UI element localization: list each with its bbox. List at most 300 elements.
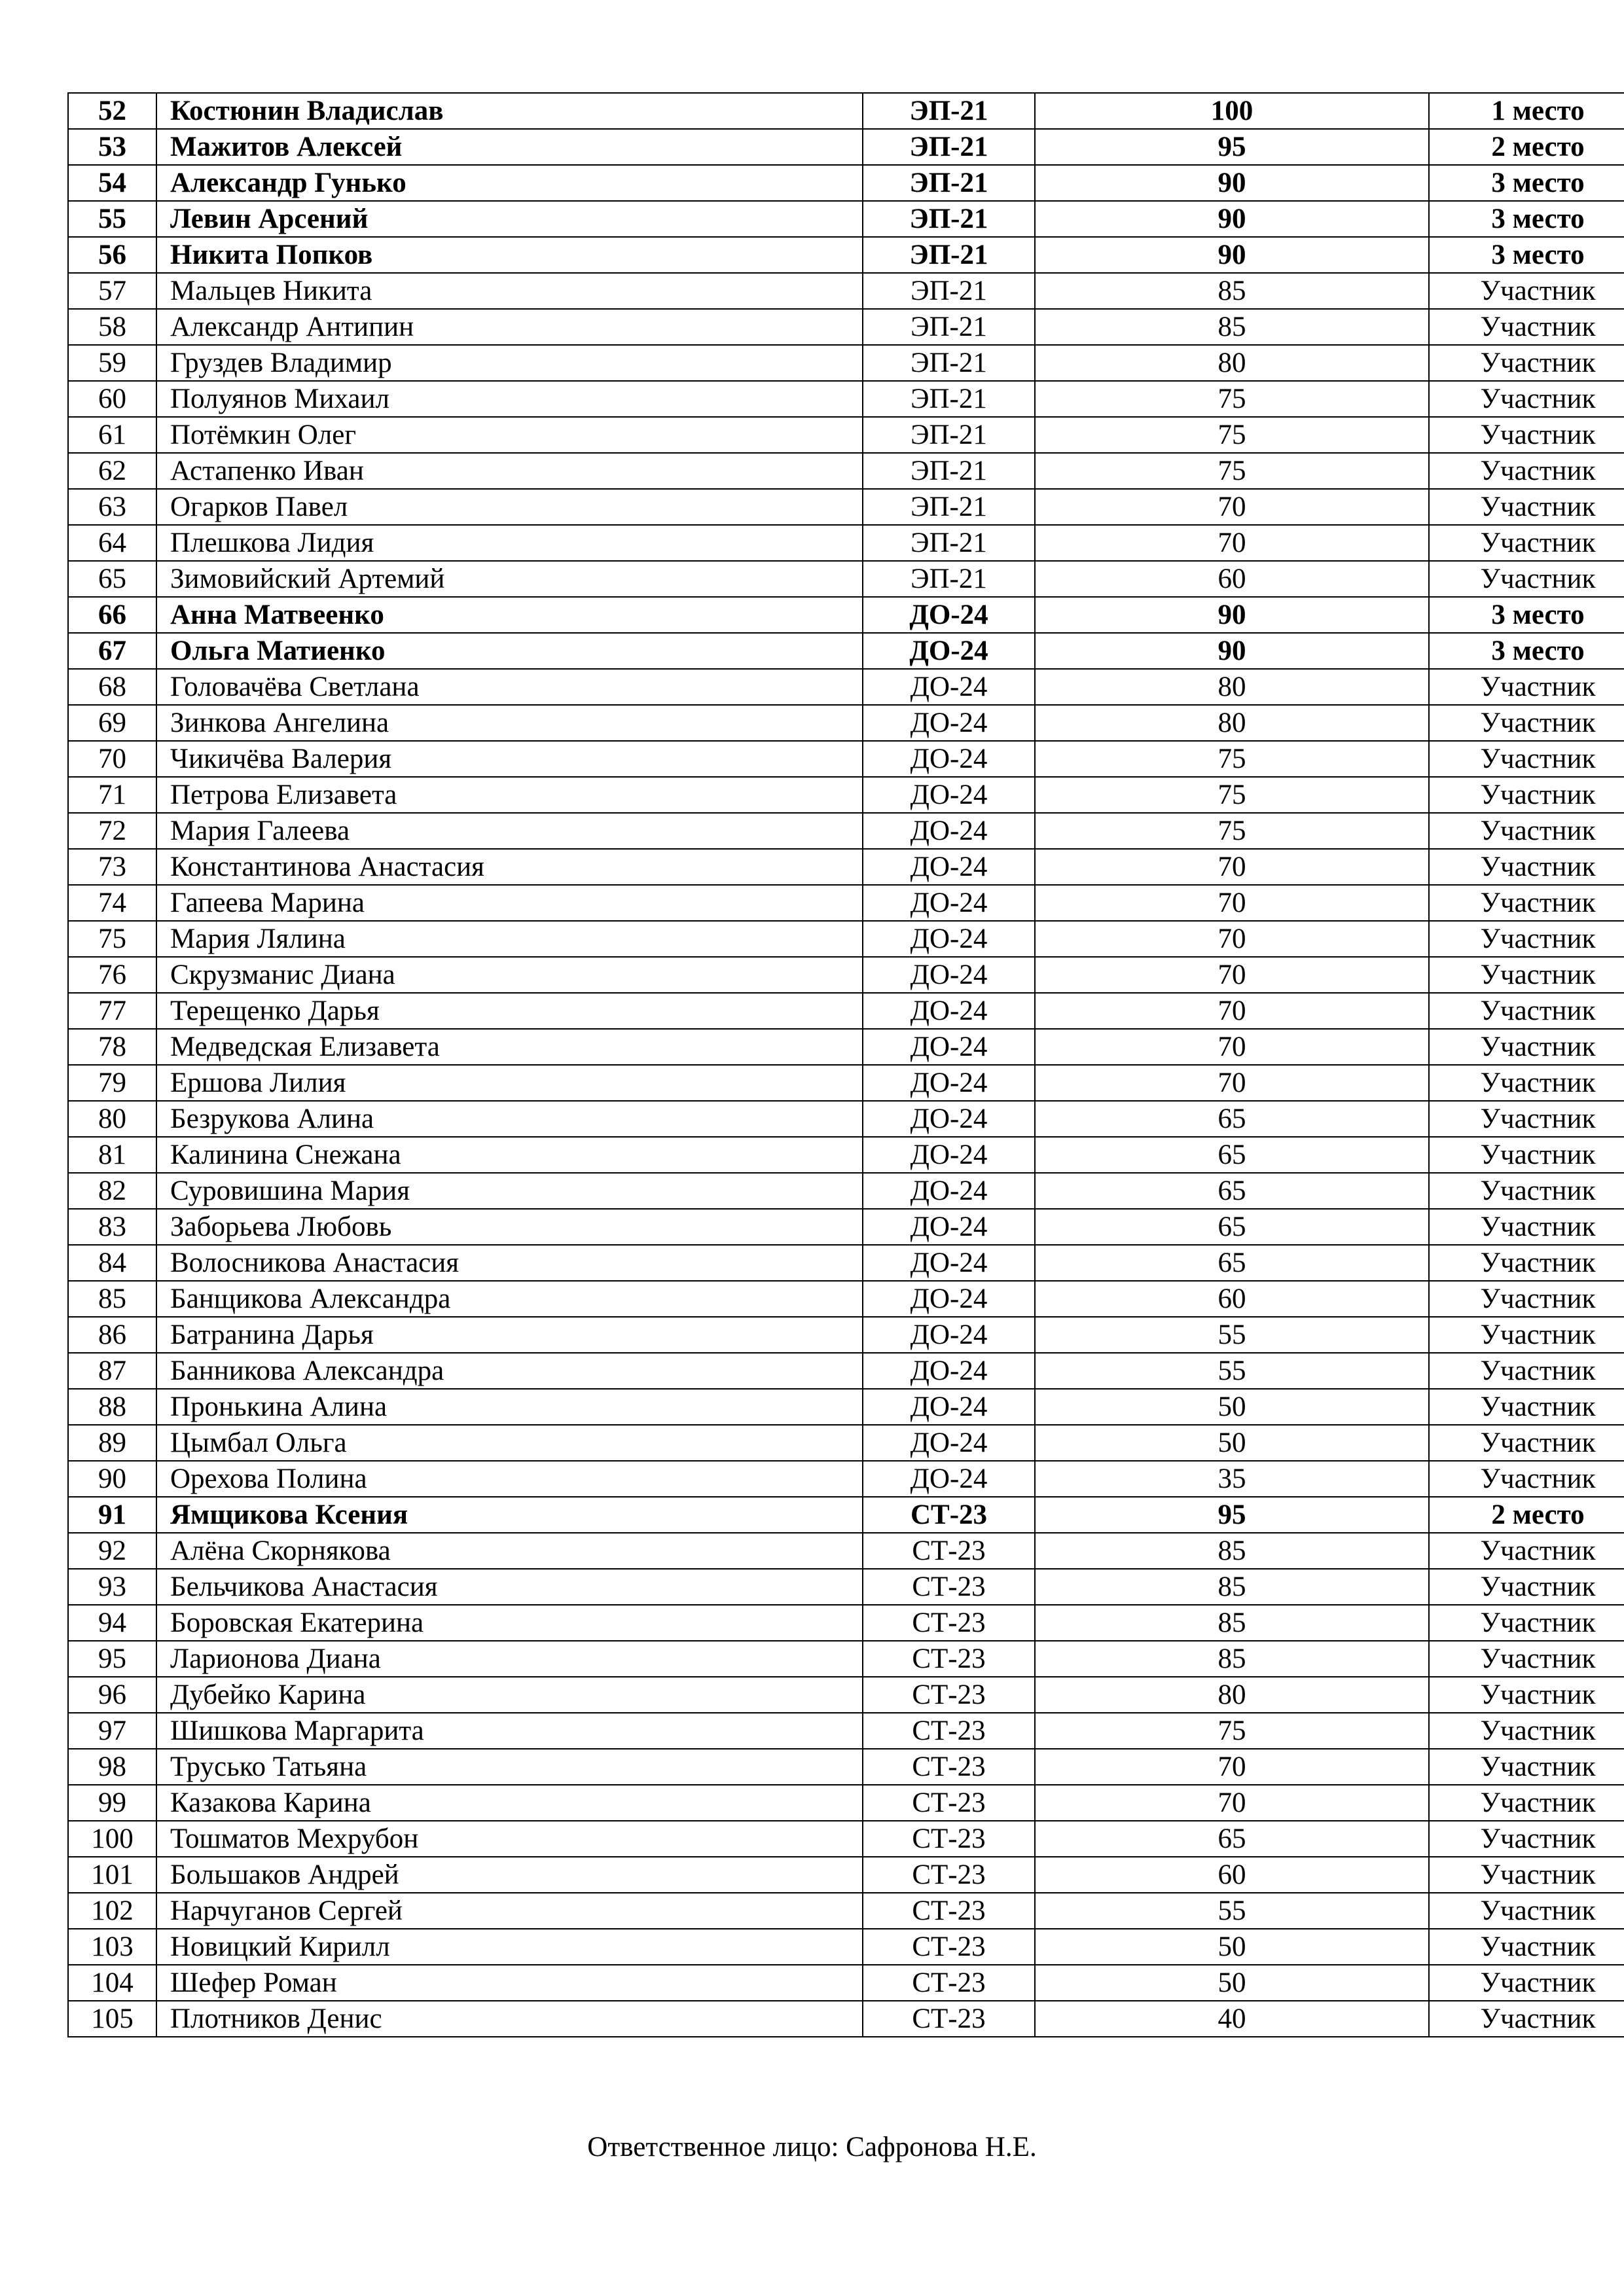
- place-cell: Участник: [1429, 1677, 1624, 1713]
- table-row: [68, 453, 1624, 489]
- participant-name-cell: Шишкова Маргарита: [156, 1713, 863, 1749]
- place-cell: Участник: [1429, 1713, 1624, 1749]
- row-number-cell: 67: [68, 633, 156, 669]
- score-cell: 70: [1035, 525, 1429, 561]
- score-cell: 65: [1035, 1209, 1429, 1245]
- group-cell: ЭП-21: [863, 381, 1035, 417]
- place-cell: 3 место: [1429, 633, 1624, 669]
- table-row: [68, 165, 1624, 201]
- group-cell: ДО-24: [863, 957, 1035, 993]
- participant-name-cell: Ольга Матиенко: [156, 633, 863, 669]
- table-row: [68, 1821, 1624, 1857]
- participant-name-cell: Зинкова Ангелина: [156, 705, 863, 741]
- row-number-cell: 98: [68, 1749, 156, 1785]
- results-table: [67, 92, 1624, 2037]
- row-number-cell: 86: [68, 1317, 156, 1353]
- table-row: [68, 741, 1624, 777]
- group-cell: СТ-23: [863, 1569, 1035, 1605]
- group-cell: СТ-23: [863, 1533, 1035, 1569]
- participant-name-cell: Орехова Полина: [156, 1461, 863, 1497]
- table-row: [68, 1065, 1624, 1101]
- table-row: [68, 1101, 1624, 1137]
- score-cell: 90: [1035, 597, 1429, 633]
- row-number-cell: 105: [68, 2001, 156, 2037]
- place-cell: Участник: [1429, 1461, 1624, 1497]
- table-row: [68, 1497, 1624, 1533]
- row-number-cell: 97: [68, 1713, 156, 1749]
- table-row: [68, 1137, 1624, 1173]
- group-cell: ДО-24: [863, 921, 1035, 957]
- score-cell: 65: [1035, 1245, 1429, 1281]
- participant-name-cell: Полуянов Михаил: [156, 381, 863, 417]
- group-cell: ДО-24: [863, 813, 1035, 849]
- score-cell: 75: [1035, 417, 1429, 453]
- group-cell: ЭП-21: [863, 237, 1035, 273]
- row-number-cell: 89: [68, 1425, 156, 1461]
- participant-name-cell: Костюнин Владислав: [156, 93, 863, 129]
- participant-name-cell: Чикичёва Валерия: [156, 741, 863, 777]
- place-cell: Участник: [1429, 2001, 1624, 2037]
- group-cell: ЭП-21: [863, 93, 1035, 129]
- row-number-cell: 84: [68, 1245, 156, 1281]
- participant-name-cell: Мария Галеева: [156, 813, 863, 849]
- participant-name-cell: Никита Попков: [156, 237, 863, 273]
- place-cell: 2 место: [1429, 129, 1624, 165]
- table-row: [68, 273, 1624, 309]
- place-cell: Участник: [1429, 1281, 1624, 1317]
- row-number-cell: 96: [68, 1677, 156, 1713]
- participant-name-cell: Гапеева Марина: [156, 885, 863, 921]
- score-cell: 50: [1035, 1965, 1429, 2001]
- table-row: [68, 993, 1624, 1029]
- participant-name-cell: Новицкий Кирилл: [156, 1929, 863, 1965]
- table-row: [68, 1641, 1624, 1677]
- place-cell: Участник: [1429, 1857, 1624, 1893]
- participant-name-cell: Боровская Екатерина: [156, 1605, 863, 1641]
- group-cell: ЭП-21: [863, 345, 1035, 381]
- row-number-cell: 69: [68, 705, 156, 741]
- table-row: [68, 129, 1624, 165]
- table-row: [68, 1317, 1624, 1353]
- group-cell: ДО-24: [863, 633, 1035, 669]
- score-cell: 35: [1035, 1461, 1429, 1497]
- row-number-cell: 76: [68, 957, 156, 993]
- participant-name-cell: Александр Антипин: [156, 309, 863, 345]
- results-table-body: [68, 93, 1624, 2037]
- place-cell: Участник: [1429, 453, 1624, 489]
- row-number-cell: 56: [68, 237, 156, 273]
- row-number-cell: 62: [68, 453, 156, 489]
- row-number-cell: 63: [68, 489, 156, 525]
- score-cell: 75: [1035, 381, 1429, 417]
- score-cell: 70: [1035, 489, 1429, 525]
- row-number-cell: 87: [68, 1353, 156, 1389]
- score-cell: 85: [1035, 1533, 1429, 1569]
- score-cell: 75: [1035, 453, 1429, 489]
- row-number-cell: 78: [68, 1029, 156, 1065]
- table-row: [68, 345, 1624, 381]
- table-row: [68, 309, 1624, 345]
- score-cell: 60: [1035, 1281, 1429, 1317]
- participant-name-cell: Безрукова Алина: [156, 1101, 863, 1137]
- participant-name-cell: Мажитов Алексей: [156, 129, 863, 165]
- table-row: [68, 1893, 1624, 1929]
- row-number-cell: 90: [68, 1461, 156, 1497]
- place-cell: Участник: [1429, 1137, 1624, 1173]
- group-cell: ЭП-21: [863, 453, 1035, 489]
- place-cell: Участник: [1429, 741, 1624, 777]
- place-cell: Участник: [1429, 1749, 1624, 1785]
- group-cell: ДО-24: [863, 1209, 1035, 1245]
- participant-name-cell: Зимовийский Артемий: [156, 561, 863, 597]
- group-cell: ЭП-21: [863, 309, 1035, 345]
- table-row: [68, 201, 1624, 237]
- place-cell: Участник: [1429, 777, 1624, 813]
- place-cell: Участник: [1429, 1353, 1624, 1389]
- participant-name-cell: Терещенко Дарья: [156, 993, 863, 1029]
- score-cell: 65: [1035, 1137, 1429, 1173]
- participant-name-cell: Груздев Владимир: [156, 345, 863, 381]
- participant-name-cell: Александр Гунько: [156, 165, 863, 201]
- place-cell: Участник: [1429, 849, 1624, 885]
- score-cell: 50: [1035, 1389, 1429, 1425]
- participant-name-cell: Анна Матвеенко: [156, 597, 863, 633]
- place-cell: 1 место: [1429, 93, 1624, 129]
- place-cell: Участник: [1429, 705, 1624, 741]
- group-cell: ДО-24: [863, 1173, 1035, 1209]
- row-number-cell: 73: [68, 849, 156, 885]
- row-number-cell: 77: [68, 993, 156, 1029]
- row-number-cell: 83: [68, 1209, 156, 1245]
- place-cell: Участник: [1429, 345, 1624, 381]
- row-number-cell: 70: [68, 741, 156, 777]
- group-cell: ДО-24: [863, 705, 1035, 741]
- participant-name-cell: Банщикова Александра: [156, 1281, 863, 1317]
- group-cell: ЭП-21: [863, 129, 1035, 165]
- table-row: [68, 1245, 1624, 1281]
- participant-name-cell: Плешкова Лидия: [156, 525, 863, 561]
- participant-name-cell: Трусько Татьяна: [156, 1749, 863, 1785]
- score-cell: 85: [1035, 273, 1429, 309]
- score-cell: 75: [1035, 1713, 1429, 1749]
- score-cell: 55: [1035, 1317, 1429, 1353]
- place-cell: 3 место: [1429, 237, 1624, 273]
- participant-name-cell: Астапенко Иван: [156, 453, 863, 489]
- row-number-cell: 59: [68, 345, 156, 381]
- score-cell: 75: [1035, 813, 1429, 849]
- place-cell: Участник: [1429, 921, 1624, 957]
- score-cell: 90: [1035, 633, 1429, 669]
- score-cell: 85: [1035, 1641, 1429, 1677]
- row-number-cell: 79: [68, 1065, 156, 1101]
- participant-name-cell: Казакова Карина: [156, 1785, 863, 1821]
- place-cell: Участник: [1429, 1101, 1624, 1137]
- row-number-cell: 80: [68, 1101, 156, 1137]
- row-number-cell: 71: [68, 777, 156, 813]
- score-cell: 70: [1035, 993, 1429, 1029]
- participant-name-cell: Ларионова Диана: [156, 1641, 863, 1677]
- score-cell: 90: [1035, 237, 1429, 273]
- place-cell: Участник: [1429, 1209, 1624, 1245]
- participant-name-cell: Плотников Денис: [156, 2001, 863, 2037]
- table-row: [68, 381, 1624, 417]
- table-row: [68, 1749, 1624, 1785]
- participant-name-cell: Батранина Дарья: [156, 1317, 863, 1353]
- score-cell: 55: [1035, 1353, 1429, 1389]
- place-cell: Участник: [1429, 1065, 1624, 1101]
- group-cell: СТ-23: [863, 1929, 1035, 1965]
- group-cell: ДО-24: [863, 741, 1035, 777]
- table-row: [68, 1569, 1624, 1605]
- score-cell: 65: [1035, 1101, 1429, 1137]
- place-cell: Участник: [1429, 1245, 1624, 1281]
- place-cell: Участник: [1429, 1533, 1624, 1569]
- group-cell: ДО-24: [863, 885, 1035, 921]
- place-cell: Участник: [1429, 489, 1624, 525]
- score-cell: 100: [1035, 93, 1429, 129]
- score-cell: 65: [1035, 1173, 1429, 1209]
- place-cell: Участник: [1429, 1425, 1624, 1461]
- participant-name-cell: Шефер Роман: [156, 1965, 863, 2001]
- table-row: [68, 561, 1624, 597]
- score-cell: 75: [1035, 741, 1429, 777]
- group-cell: ДО-24: [863, 777, 1035, 813]
- participant-name-cell: Алёна Скорнякова: [156, 1533, 863, 1569]
- row-number-cell: 104: [68, 1965, 156, 2001]
- place-cell: Участник: [1429, 1173, 1624, 1209]
- participant-name-cell: Огарков Павел: [156, 489, 863, 525]
- row-number-cell: 55: [68, 201, 156, 237]
- table-row: [68, 633, 1624, 669]
- place-cell: 3 место: [1429, 165, 1624, 201]
- participant-name-cell: Суровишина Мария: [156, 1173, 863, 1209]
- participant-name-cell: Тошматов Мехрубон: [156, 1821, 863, 1857]
- group-cell: СТ-23: [863, 1965, 1035, 2001]
- table-row: [68, 813, 1624, 849]
- place-cell: 3 место: [1429, 201, 1624, 237]
- score-cell: 55: [1035, 1893, 1429, 1929]
- table-row: [68, 1965, 1624, 2001]
- participant-name-cell: Заборьева Любовь: [156, 1209, 863, 1245]
- table-row: [68, 2001, 1624, 2037]
- score-cell: 70: [1035, 957, 1429, 993]
- group-cell: ДО-24: [863, 1425, 1035, 1461]
- table-row: [68, 1929, 1624, 1965]
- score-cell: 60: [1035, 1857, 1429, 1893]
- table-row: [68, 237, 1624, 273]
- place-cell: Участник: [1429, 1641, 1624, 1677]
- group-cell: СТ-23: [863, 1605, 1035, 1641]
- group-cell: ЭП-21: [863, 273, 1035, 309]
- group-cell: ЭП-21: [863, 561, 1035, 597]
- group-cell: ДО-24: [863, 1101, 1035, 1137]
- participant-name-cell: Большаков Андрей: [156, 1857, 863, 1893]
- table-row: [68, 489, 1624, 525]
- row-number-cell: 54: [68, 165, 156, 201]
- group-cell: ДО-24: [863, 597, 1035, 633]
- group-cell: ДО-24: [863, 1281, 1035, 1317]
- score-cell: 80: [1035, 669, 1429, 705]
- row-number-cell: 101: [68, 1857, 156, 1893]
- group-cell: ЭП-21: [863, 525, 1035, 561]
- row-number-cell: 57: [68, 273, 156, 309]
- group-cell: ДО-24: [863, 669, 1035, 705]
- score-cell: 80: [1035, 345, 1429, 381]
- group-cell: СТ-23: [863, 1857, 1035, 1893]
- place-cell: Участник: [1429, 381, 1624, 417]
- group-cell: ДО-24: [863, 993, 1035, 1029]
- participant-name-cell: Петрова Елизавета: [156, 777, 863, 813]
- group-cell: СТ-23: [863, 1785, 1035, 1821]
- participant-name-cell: Дубейко Карина: [156, 1677, 863, 1713]
- score-cell: 90: [1035, 165, 1429, 201]
- row-number-cell: 74: [68, 885, 156, 921]
- table-row: [68, 1785, 1624, 1821]
- row-number-cell: 72: [68, 813, 156, 849]
- participant-name-cell: Пронькина Алина: [156, 1389, 863, 1425]
- score-cell: 50: [1035, 1425, 1429, 1461]
- row-number-cell: 92: [68, 1533, 156, 1569]
- place-cell: Участник: [1429, 1569, 1624, 1605]
- place-cell: Участник: [1429, 1029, 1624, 1065]
- place-cell: Участник: [1429, 1785, 1624, 1821]
- row-number-cell: 85: [68, 1281, 156, 1317]
- row-number-cell: 66: [68, 597, 156, 633]
- participant-name-cell: Медведская Елизавета: [156, 1029, 863, 1065]
- group-cell: СТ-23: [863, 1749, 1035, 1785]
- score-cell: 75: [1035, 777, 1429, 813]
- group-cell: СТ-23: [863, 1893, 1035, 1929]
- row-number-cell: 81: [68, 1137, 156, 1173]
- table-row: [68, 1029, 1624, 1065]
- score-cell: 95: [1035, 1497, 1429, 1533]
- row-number-cell: 53: [68, 129, 156, 165]
- place-cell: Участник: [1429, 309, 1624, 345]
- row-number-cell: 64: [68, 525, 156, 561]
- place-cell: Участник: [1429, 669, 1624, 705]
- table-row: [68, 885, 1624, 921]
- table-row: [68, 849, 1624, 885]
- table-row: [68, 1425, 1624, 1461]
- table-row: [68, 1533, 1624, 1569]
- place-cell: Участник: [1429, 1317, 1624, 1353]
- participant-name-cell: Бельчикова Анастасия: [156, 1569, 863, 1605]
- row-number-cell: 91: [68, 1497, 156, 1533]
- place-cell: Участник: [1429, 993, 1624, 1029]
- score-cell: 70: [1035, 1065, 1429, 1101]
- place-cell: 2 место: [1429, 1497, 1624, 1533]
- table-row: [68, 417, 1624, 453]
- place-cell: Участник: [1429, 1605, 1624, 1641]
- row-number-cell: 82: [68, 1173, 156, 1209]
- group-cell: ДО-24: [863, 1353, 1035, 1389]
- score-cell: 80: [1035, 1677, 1429, 1713]
- participant-name-cell: Мария Лялина: [156, 921, 863, 957]
- participant-name-cell: Головачёва Светлана: [156, 669, 863, 705]
- score-cell: 40: [1035, 2001, 1429, 2037]
- row-number-cell: 61: [68, 417, 156, 453]
- participant-name-cell: Волосникова Анастасия: [156, 1245, 863, 1281]
- row-number-cell: 103: [68, 1929, 156, 1965]
- group-cell: ДО-24: [863, 849, 1035, 885]
- score-cell: 50: [1035, 1929, 1429, 1965]
- place-cell: Участник: [1429, 273, 1624, 309]
- score-cell: 70: [1035, 921, 1429, 957]
- score-cell: 70: [1035, 1749, 1429, 1785]
- row-number-cell: 88: [68, 1389, 156, 1425]
- table-row: [68, 705, 1624, 741]
- score-cell: 85: [1035, 1605, 1429, 1641]
- row-number-cell: 100: [68, 1821, 156, 1857]
- row-number-cell: 93: [68, 1569, 156, 1605]
- table-row: [68, 1353, 1624, 1389]
- place-cell: Участник: [1429, 1389, 1624, 1425]
- participant-name-cell: Калинина Снежана: [156, 1137, 863, 1173]
- group-cell: ЭП-21: [863, 201, 1035, 237]
- group-cell: ЭП-21: [863, 165, 1035, 201]
- row-number-cell: 99: [68, 1785, 156, 1821]
- group-cell: СТ-23: [863, 1713, 1035, 1749]
- participant-name-cell: Скрузманис Диана: [156, 957, 863, 993]
- table-row: [68, 1605, 1624, 1641]
- group-cell: ДО-24: [863, 1245, 1035, 1281]
- score-cell: 85: [1035, 309, 1429, 345]
- group-cell: СТ-23: [863, 1497, 1035, 1533]
- row-number-cell: 95: [68, 1641, 156, 1677]
- group-cell: ЭП-21: [863, 417, 1035, 453]
- table-row: [68, 1389, 1624, 1425]
- place-cell: Участник: [1429, 957, 1624, 993]
- participant-name-cell: Потёмкин Олег: [156, 417, 863, 453]
- table-row: [68, 921, 1624, 957]
- score-cell: 70: [1035, 1785, 1429, 1821]
- table-row: [68, 777, 1624, 813]
- place-cell: Участник: [1429, 561, 1624, 597]
- place-cell: Участник: [1429, 1929, 1624, 1965]
- score-cell: 80: [1035, 705, 1429, 741]
- score-cell: 95: [1035, 129, 1429, 165]
- group-cell: ЭП-21: [863, 489, 1035, 525]
- table-row: [68, 525, 1624, 561]
- table-row: [68, 1677, 1624, 1713]
- score-cell: 70: [1035, 1029, 1429, 1065]
- table-row: [68, 1209, 1624, 1245]
- score-cell: 60: [1035, 561, 1429, 597]
- row-number-cell: 68: [68, 669, 156, 705]
- participant-name-cell: Ямщикова Ксения: [156, 1497, 863, 1533]
- table-row: [68, 669, 1624, 705]
- table-row: [68, 597, 1624, 633]
- group-cell: ДО-24: [863, 1317, 1035, 1353]
- place-cell: 3 место: [1429, 597, 1624, 633]
- table-row: [68, 957, 1624, 993]
- table-row: [68, 1281, 1624, 1317]
- place-cell: Участник: [1429, 1893, 1624, 1929]
- group-cell: СТ-23: [863, 1821, 1035, 1857]
- table-row: [68, 1461, 1624, 1497]
- row-number-cell: 52: [68, 93, 156, 129]
- row-number-cell: 102: [68, 1893, 156, 1929]
- place-cell: Участник: [1429, 1965, 1624, 2001]
- score-cell: 85: [1035, 1569, 1429, 1605]
- group-cell: СТ-23: [863, 2001, 1035, 2037]
- participant-name-cell: Ершова Лилия: [156, 1065, 863, 1101]
- participant-name-cell: Константинова Анастасия: [156, 849, 863, 885]
- group-cell: ДО-24: [863, 1461, 1035, 1497]
- place-cell: Участник: [1429, 885, 1624, 921]
- place-cell: Участник: [1429, 1821, 1624, 1857]
- group-cell: ДО-24: [863, 1137, 1035, 1173]
